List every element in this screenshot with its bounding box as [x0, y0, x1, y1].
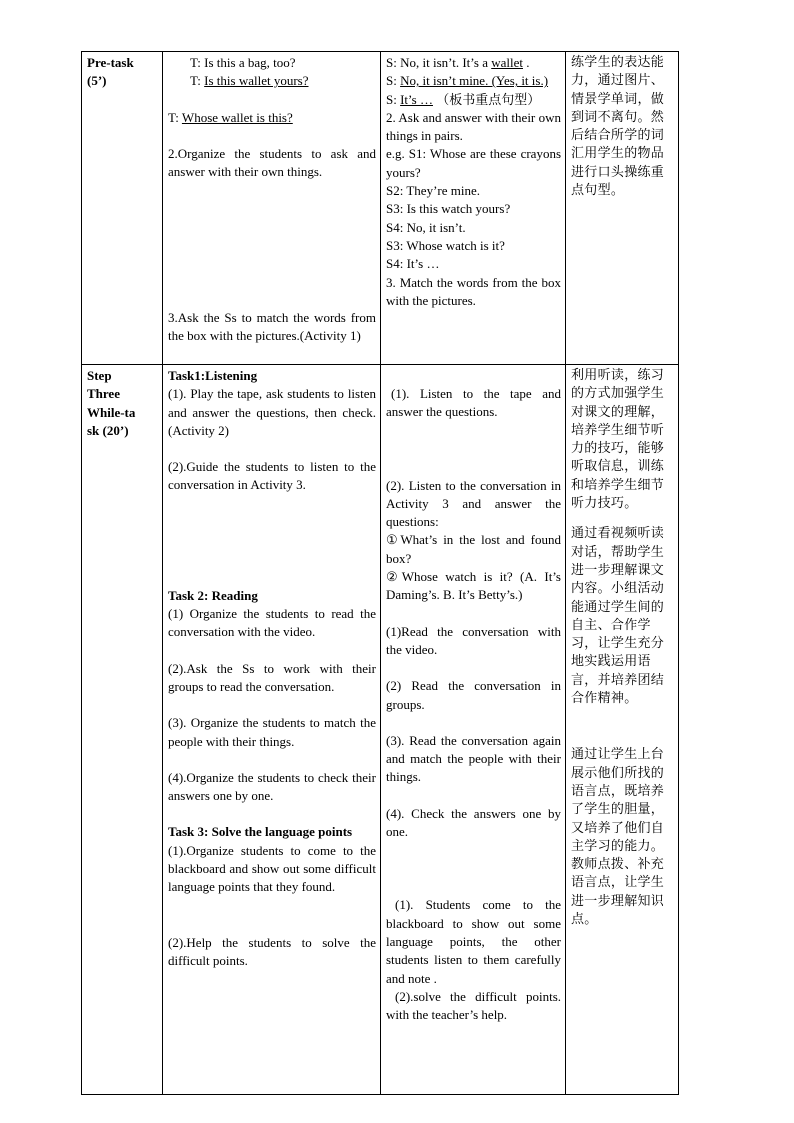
- student-item: (2). Listen to the conversation in Activity 3 and answer the questions:: [386, 477, 561, 530]
- student-item: (4). Check the answers one by one.: [386, 805, 561, 840]
- student-item: 2. Ask and answer with their own things in pairs.: [386, 109, 561, 144]
- purpose-paragraph: 通过让学生上台展示他们所找的语言点，既培养了学生的胆量，又培养了他们自主学习的能力。教师点拨、补充语言点，让学生进一步理解知识点。: [571, 747, 665, 928]
- task-heading: Task 2: Reading: [168, 587, 258, 603]
- student-line: S: It’s … （板书重点句型）: [386, 91, 541, 107]
- teacher-line: T: Whose wallet is this?: [168, 109, 293, 125]
- pretask-purpose: 练学生的表达能力，通过图片、情景学单词，做到词不离句。然后结合所学的词汇用学生的物品进行口头操练重点句型。: [566, 52, 679, 365]
- pretask-row: [82, 52, 679, 365]
- student-item: (2) Read the conversation in groups.: [386, 678, 561, 712]
- stage-title: Step: [87, 368, 112, 383]
- whiletask-row: [82, 365, 679, 1095]
- student-question: ①What’s in the lost and found box?: [386, 532, 561, 566]
- dialogue-line: S2: They’re mine.: [386, 183, 480, 199]
- stage-title: Three: [87, 386, 120, 402]
- purpose-paragraph: 通过看视频听读对话，帮助学生进一步理解课文内容。小组活动能通过学生间的自主、合作学习，让学生充分地实践运用语言，并培养团结合作精神。: [571, 526, 665, 707]
- pretask-student-activities: [381, 52, 566, 365]
- student-line: S: No, it isn’t mine. (Yes, it is.): [386, 73, 549, 89]
- pretask-teacher-activities: [163, 52, 381, 365]
- teacher-item: (1). Play the tape, ask students to listen and answer the questions, then check. (Activity 2): [168, 386, 376, 438]
- student-question: ②Whose watch is it? (A. It’s Daming’s. B. It’s Betty’s.): [386, 569, 561, 603]
- purpose-paragraph: 利用听读，练习的方式加强学生对课文的理解，培养学生细节听力的技巧，能够听取信息，训练和培养学生细节听力技巧。: [571, 368, 665, 512]
- student-item: (1)Read the conversation with the video.: [386, 623, 561, 657]
- stage-title: While-ta: [87, 404, 136, 420]
- teacher-item: (2).Help the students to solve the difficult points.: [168, 934, 376, 968]
- dialogue-line: e.g. S1: Whose are these crayons yours?: [386, 146, 561, 180]
- teacher-item: (3). Organize the students to match the people with their things.: [168, 715, 376, 749]
- stage-title: Pre-task: [87, 55, 134, 70]
- dialogue-line: S3: Whose watch is it?: [386, 237, 505, 253]
- student-item: (2).solve the difficult points. with the teacher’s help.: [386, 988, 561, 1023]
- whiletask-teacher-activities: [163, 365, 381, 1095]
- task-heading: Task1:Listening: [168, 368, 258, 383]
- teacher-item: 2.Organize the students to ask and answer with their own things.: [168, 145, 376, 180]
- student-item: (1). Listen to the tape and answer the questions.: [386, 386, 561, 420]
- teacher-item: (2).Ask the Ss to work with their groups to read the conversation.: [168, 660, 376, 694]
- whiletask-student-activities: [381, 365, 566, 1095]
- whiletask-stage-cell: [82, 365, 163, 1095]
- teacher-item: (1).Organize students to come to the blackboard and show out some difficult language points that they found.: [168, 842, 376, 895]
- stage-time: (5’): [87, 73, 107, 89]
- dialogue-line: S4: No, it isn’t.: [386, 219, 466, 235]
- teacher-item: 3.Ask the Ss to match the words from the box with the pictures.(Activity 1): [168, 310, 376, 344]
- stage-time: sk (20’): [87, 422, 129, 438]
- student-item: (3). Read the conversation again and match the people with their things.: [386, 732, 561, 785]
- whiletask-purpose: [566, 365, 679, 1095]
- task-heading: Task 3: Solve the language points: [168, 824, 353, 840]
- dialogue-line: S4: It’s …: [386, 256, 440, 272]
- dialogue-line: S3: Is this watch yours?: [386, 201, 511, 217]
- teacher-line: T: Is this wallet yours?: [190, 73, 309, 89]
- teacher-item: (2).Guide the students to listen to the conversation in Activity 3.: [168, 459, 376, 493]
- pretask-stage-cell: [82, 52, 163, 365]
- student-item: (1). Students come to the blackboard to show out some language points, the other students listen to them carefully and note .: [386, 897, 561, 986]
- teacher-line: T: Is this a bag, too?: [190, 55, 296, 70]
- student-line: S: No, it isn’t. It’s a wallet .: [386, 55, 530, 70]
- teacher-item: (4).Organize the students to check their answers one by one.: [168, 769, 376, 804]
- student-item: 3. Match the words from the box with the pictures.: [386, 274, 561, 308]
- teacher-item: (1) Organize the students to read the conversation with the video.: [168, 606, 376, 640]
- lesson-plan-table: [81, 51, 679, 1095]
